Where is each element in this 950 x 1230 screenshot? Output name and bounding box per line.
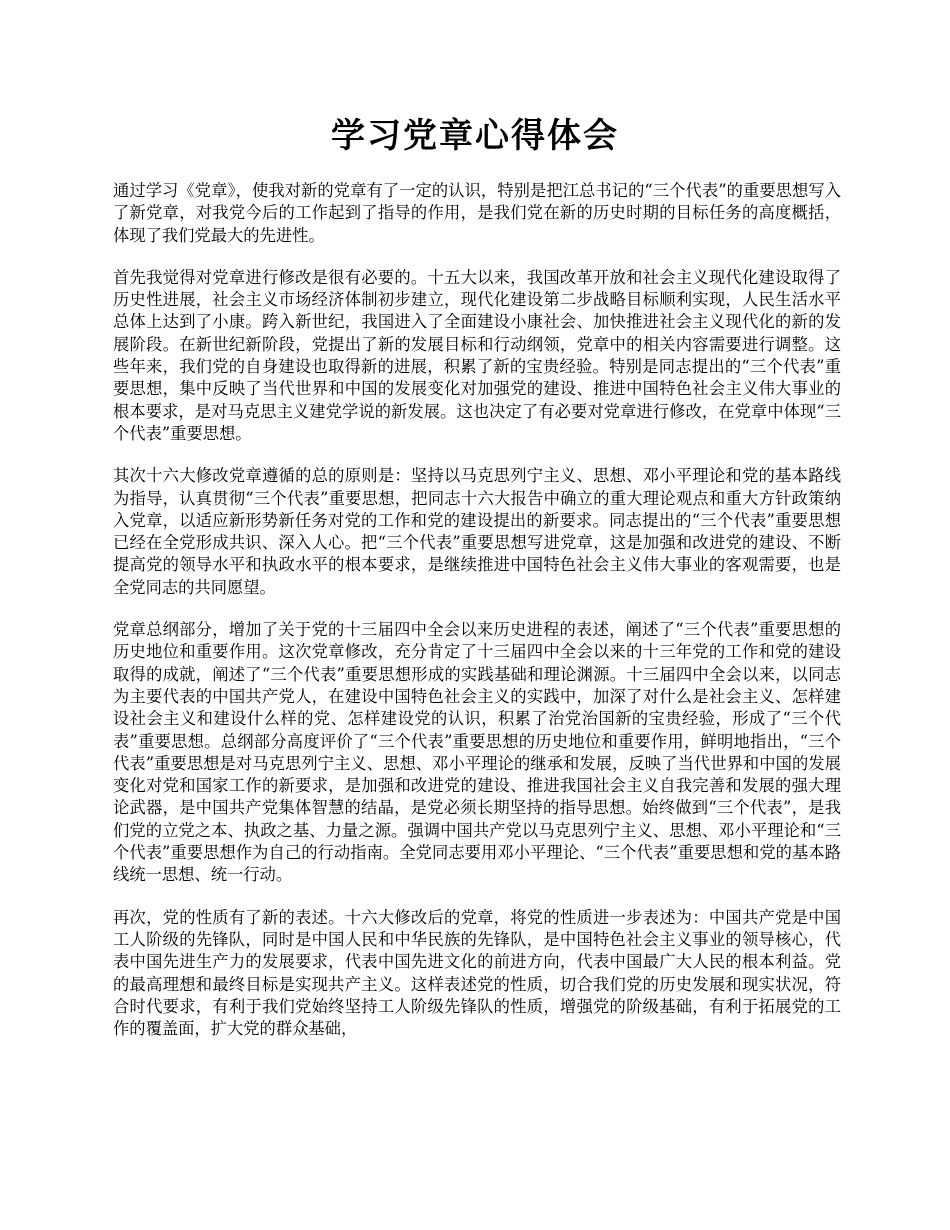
paragraph-3: 其次十六大修改党章遵循的总的原则是：坚持以马克思列宁主义、思想、邓小平理论和党的基本路线为指导，认真贯彻“三个代表”重要思想，把同志十六大报告中确立的重大理论观点和重大方针政策纳入党章，以适应新形势新任务对党的工作和党的建设提出的新要求。同志提出的“三个代表”重要思想已经在全党形成共识、深入人心。把“三个代表”重要思想写进党章，这是加强和改进党的建设、不断提高党的领导水平和执政水平的根本要求，是继续推进中国特色社会主义伟大事业的客观需要，也是全党同志的共同愿望。 xyxy=(113,466,841,597)
document-body xyxy=(113,180,841,1060)
paragraph-2: 首先我觉得对党章进行修改是很有必要的。十五大以来，我国改革开放和社会主义现代化建设取得了历史性进展，社会主义市场经济体制初步建立，现代化建设第二步战略目标顺利实现，人民生活水平总体上达到了小康。跨入新世纪，我国进入了全面建设小康社会、加快推进社会主义现代化的新的发展阶段。在新世纪新阶段，党提出了新的发展目标和行动纲领，党章中的相关内容需要进行调整。这些年来，我们党的自身建设也取得新的进展，积累了新的宝贵经验。特别是同志提出的“三个代表”重要思想，集中反映了当代世界和中国的发展变化对加强党的建设、推进中国特色社会主义伟大事业的根本要求，是对马克思主义建党学说的新发展。这也决定了有必要对党章进行修改，在党章中体现“三个代表”重要思想。 xyxy=(113,267,841,443)
paragraph-1: 通过学习《党章》，使我对新的党章有了一定的认识，特别是把江总书记的“三个代表”的重要思想写入了新党章，对我党今后的工作起到了指导的作用，是我们党在新的历史时期的目标任务的高度概括，体现了我们党最大的先进性。 xyxy=(113,181,841,245)
paragraph-5: 再次，党的性质有了新的表述。十六大修改后的党章，将党的性质进一步表述为：中国共产党是中国工人阶级的先锋队，同时是中国人民和中华民族的先锋队，是中国特色社会主义事业的领导核心，代表中国先进生产力的发展要求，代表中国先进文化的前进方向，代表中国最广大人民的根本利益。党的最高理想和最终目标是实现共产主义。这样表述党的性质，切合我们党的历史发展和现实状况，符合时代要求，有利于我们党始终坚持工人阶级先锋队的性质，增强党的阶级基础，有利于拓展党的工作的覆盖面，扩大党的群众基础， xyxy=(113,907,841,1039)
paragraph-4: 党章总纲部分，增加了关于党的十三届四中全会以来历史进程的表述，阐述了“三个代表”重要思想的历史地位和重要作用。这次党章修改，充分肯定了十三届四中全会以来的十三年党的工作和党的建设取得的成就，阐述了“三个代表”重要思想形成的实践基础和理论渊源。十三届四中全会以来，以同志为主要代表的中国共产党人，在建设中国特色社会主义的实践中，加深了对什么是社会主义、怎样建设社会主义和建设什么样的党、怎样建设党的认识，积累了治党治国新的宝贵经验，形成了“三个代表”重要思想。总纲部分高度评价了“三个代表”重要思想的历史地位和重要作用，鲜明地指出，“三个代表”重要思想是对马克思列宁主义、思想、邓小平理论的继承和发展，反映了当代世界和中国的发展变化对党和国家工作的新要求，是加强和改进党的建设、推进我国社会主义自我完善和发展的强大理论武器，是中国共产党集体智慧的结晶，是党必须长期坚持的指导思想。始终做到“三个代表”，是我们党的立党之本、执政之基、力量之源。强调中国共产党以马克思列宁主义、思想、邓小平理论和“三个代表”重要思想作为自己的行动指南。全党同志要用邓小平理论、“三个代表”重要思想和党的基本路线统一思想、统一行动。 xyxy=(113,620,841,885)
document-title: 学习党章心得体会 xyxy=(331,116,619,156)
